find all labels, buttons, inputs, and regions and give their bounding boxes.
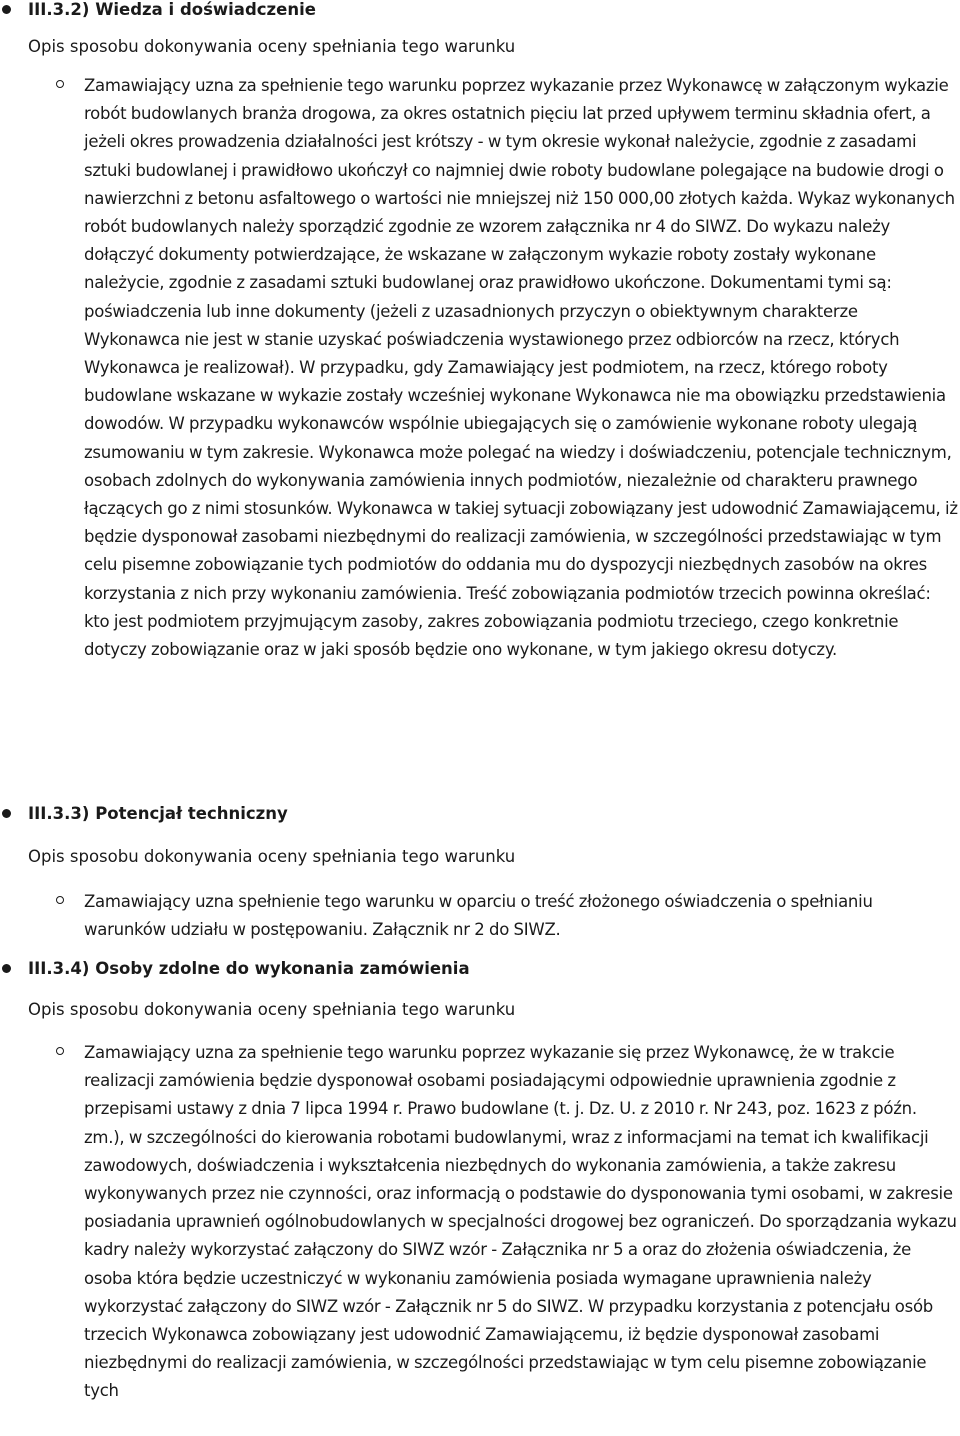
bullet-disc-icon — [2, 809, 11, 818]
section-subheading: Opis sposobu dokonywania oceny spełniania tego warunku — [28, 1000, 516, 1019]
bullet-circle-icon — [56, 80, 64, 88]
condition-description: Zamawiający uzna za spełnienie tego warunku poprzez wykazanie przez Wykonawcę w załączonym wykazie robót budowlanych branża drogowa, za okres ostatnich pięciu lat przed upływem terminu składnia ofert, a jeżeli okres prowadzenia działalności jest krótszy - w tym okresie wykonał należycie, zgodnie z zasadami sztuki budowlanej i prawidłowo ukończył co najmniej dwie roboty budowlane polegające na budowie drogi o nawierzchni z betonu asfaltowego o wartości nie mniejszej niż 150 000,00 złotych każda. Wykaz wykonanych robót budowlanych należy sporządzić zgodnie ze wzorem załącznika nr 4 do SIWZ. Do wykazu należy dołączyć dokumenty potwierdzające, że wskazane w załączonym wykazie roboty zostały wykonane należycie, zgodnie z zasadami sztuki budowlanej oraz prawidłowo ukończone. Dokumentami tymi są: poświadczenia lub inne dokumenty (jeżeli z uzasadnionych przyczyn o obiektywnym charakterze Wykonawca nie jest w stanie uzyskać poświadczenia wystawionego przez odbiorców na rzecz, których Wykonawca je realizował). W przypadku, gdy Zamawiający jest podmiotem, na rzecz, którego roboty budowlane wskazane w wykazie zostały wcześniej wykonane Wykonawca nie ma obowiązku przedstawienia dowodów. W przypadku wykonawców wspólnie ubiegających się o zamówienie wykonane roboty ulegają zsumowaniu w tym zakresie. Wykonawca może polegać na wiedzy i doświadczeniu, potencjale technicznym, osobach zdolnych do wykonywania zamówienia innych podmiotów, niezależnie od charakteru prawnego łączących go z nimi stosunków. Wykonawca w takiej sytuacji zobowiązany jest udowodnić Zamawiającemu, iż będzie dysponował zasobami niezbędnymi do realizacji zamówienia, w szczególności przedstawiając w tym celu pisemne zobowiązanie tych podmiotów do oddania mu do dyspozycji niezbędnych zasobów na okres korzystania z nich przy wykonaniu zamówienia. Treść zobowiązania podmiotów trzecich powinna określać: kto jest podmiotem przyjmującym zasoby, zakres zobowiązania podmiotu trzeciego, czego konkretnie dotyczy zobowiązanie oraz w jaki sposób będzie ono wykonane, w tym jakiego okresu dotyczy. — [84, 76, 958, 660]
bullet-circle-icon — [56, 1047, 64, 1055]
section-subheading: Opis sposobu dokonywania oceny spełniania tego warunku — [28, 847, 516, 866]
section-heading-row — [0, 802, 960, 826]
list-item — [0, 72, 960, 664]
condition-description: Zamawiający uzna spełnienie tego warunku w oparciu o treść złożonego oświadczenia o spełnianiu warunków udziału w postępowaniu. Załącznik nr 2 do SIWZ. — [84, 892, 873, 940]
bullet-disc-icon — [2, 5, 11, 14]
list-item — [0, 1039, 960, 1406]
section-heading-row — [0, 0, 960, 22]
section-osoby-zdolne — [0, 957, 960, 1406]
section-potencjal-techniczny — [0, 802, 960, 944]
section-subheading: Opis sposobu dokonywania oceny spełniania tego warunku — [28, 37, 516, 56]
bullet-circle-icon — [56, 896, 64, 904]
section-heading: III.3.3) Potencjał techniczny — [28, 804, 288, 823]
section-wiedza-i-doswiadczenie — [0, 0, 960, 664]
section-heading: III.3.4) Osoby zdolne do wykonania zamówienia — [28, 959, 470, 978]
condition-description: Zamawiający uzna za spełnienie tego warunku poprzez wykazanie się przez Wykonawcę, że w trakcie realizacji zamówienia będzie dysponował osobami posiadającymi odpowiednie uprawnienia zgodnie z przepisami ustawy z dnia 7 lipca 1994 r. Prawo budowlane (t. j. Dz. U. z 2010 r. Nr 243, poz. 1623 z późn. zm.), w szczególności do kierowania robotami budowlanymi, wraz z informacjami na temat ich kwalifikacji zawodowych, doświadczenia i wykształcenia niezbędnych do wykonania zamówienia, a także zakresu wykonywanych przez nie czynności, oraz informacją o podstawie do dysponowania tymi osobami, w zakresie posiadania uprawnień ogólnobudowlanych w specjalności drogowej bez ograniczeń. Do sporządzania wykazu kadry należy wykorzystać załączony do SIWZ wzór - Załącznika nr 5 a oraz do złożenia oświadczenia, że osoba która będzie uczestniczyć w wykonaniu zamówienia posiada wymagane uprawnienia należy wykorzystać załączony do SIWZ wzór - Załącznik nr 5 do SIWZ. W przypadku korzystania z potencjału osób trzecich Wykonawca zobowiązany jest udowodnić Zamawiającemu, iż będzie dysponował zasobami niezbędnymi do realizacji zamówienia, w szczególności przedstawiając w tym celu pisemne zobowiązanie tych — [84, 1043, 957, 1401]
section-heading-row — [0, 957, 960, 981]
section-heading: III.3.2) Wiedza i doświadczenie — [28, 0, 316, 19]
list-item — [0, 888, 960, 944]
bullet-disc-icon — [2, 964, 11, 973]
